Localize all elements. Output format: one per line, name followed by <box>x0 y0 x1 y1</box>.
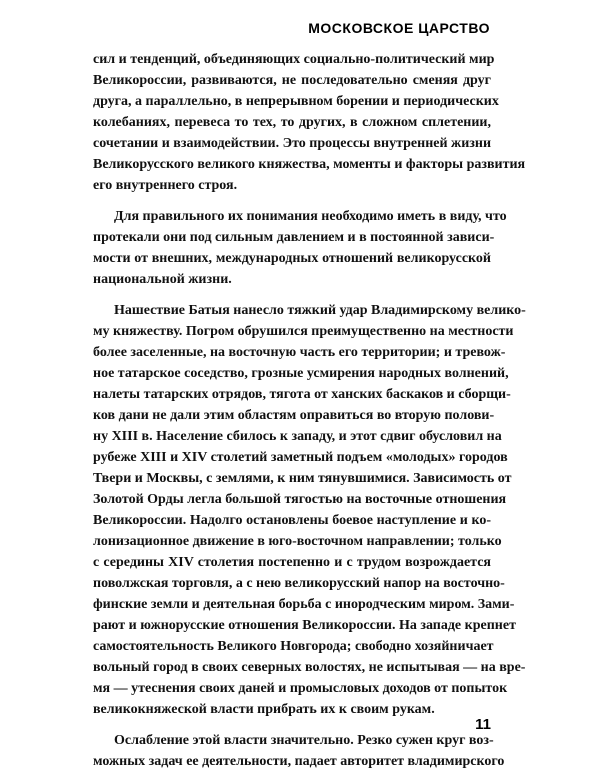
paragraph <box>93 730 505 772</box>
text-line: его внутреннего строя. <box>93 178 238 193</box>
running-head: МОСКОВСКОЕ ЦАРСТВО <box>308 20 490 36</box>
text-line: рают и южнорусские отношения Великороссии. На западе крепнет <box>93 618 516 633</box>
paragraph <box>93 49 526 196</box>
text-line: Твери и Москвы, с землями, к ним тянувшимися. Зависимость от <box>93 471 512 486</box>
text-line: вольный город в своих северных волостях, не испытывая — на вре- <box>93 660 526 675</box>
text-line: Великороссии. Надолго остановлены боевое наступление и ко- <box>93 513 491 528</box>
text-line: ков дани не дали этим областям оправиться во вторую полови- <box>93 408 495 423</box>
text-line: рубеже XIII и XIV столетий заметный подъем «молодых» городов <box>93 450 508 465</box>
text-line: Великороссии, развиваются, не последовательно сменяя друг <box>93 73 491 88</box>
text-line: друга, а параллельно, в непрерывном борении и периодических <box>93 94 499 109</box>
text-line: протекали они под сильным давлением и в постоянной зависи- <box>93 230 495 245</box>
text-line: Великорусского великого княжества, моменты и факторы развития <box>93 157 526 172</box>
text-line: Для правильного их понимания необходимо иметь в виду, что <box>114 209 507 224</box>
page-number: 11 <box>475 716 491 733</box>
text-line: лонизационное движение в юго-восточном направлении; только <box>93 534 502 549</box>
text-line: сил и тенденций, объединяющих социально-политический мир <box>93 52 495 67</box>
text-line: ное татарское соседство, грозные усмирения народных волнений, <box>93 366 509 381</box>
text-line: Нашествие Батыя нанесло тяжкий удар Владимирскому велико- <box>114 303 526 318</box>
text-line: национальной жизни. <box>93 272 232 287</box>
text-line: колебаниях, перевеса то тех, то других, в сложном сплетении, <box>93 115 491 130</box>
text-line: поволжская торговля, а с нею великорусский напор на восточно- <box>93 576 505 591</box>
text-line: налеты татарских отрядов, тягота от ханских баскаков и сборщи- <box>93 387 511 402</box>
body-text <box>93 49 526 772</box>
text-line: можных задач ее деятельности, падает авторитет владимирского <box>93 754 505 769</box>
text-line: мости от внешних, международных отношений великорусской <box>93 251 491 266</box>
text-line: ну XIII в. Население сбилось к западу, и этот сдвиг обусловил на <box>93 429 502 444</box>
text-line: финские земли и деятельная борьба с инородческим миром. Зами- <box>93 597 515 612</box>
text-line: более заселенные, на восточную часть его территории; и тревож- <box>93 345 506 360</box>
text-line: Золотой Орды легла большой тягостью на восточные отношения <box>93 492 507 507</box>
paragraph <box>93 300 526 720</box>
text-line: с середины XIV столетия постепенно и с трудом возрождается <box>93 555 491 570</box>
text-line: Ослабление этой власти значительно. Резко сужен круг воз- <box>114 733 494 748</box>
paragraph <box>93 206 507 290</box>
text-line: му княжеству. Погром обрушился преимущественно на местности <box>93 324 514 339</box>
text-line: великокняжеской власти прибрать их к своим рукам. <box>93 702 435 717</box>
text-line: самостоятельность Великого Новгорода; свободно хозяйничает <box>93 639 494 654</box>
text-line: сочетании и взаимодействии. Это процессы внутренней жизни <box>93 136 492 151</box>
text-line: мя — утеснения своих даней и промысловых доходов от попыток <box>93 681 508 696</box>
